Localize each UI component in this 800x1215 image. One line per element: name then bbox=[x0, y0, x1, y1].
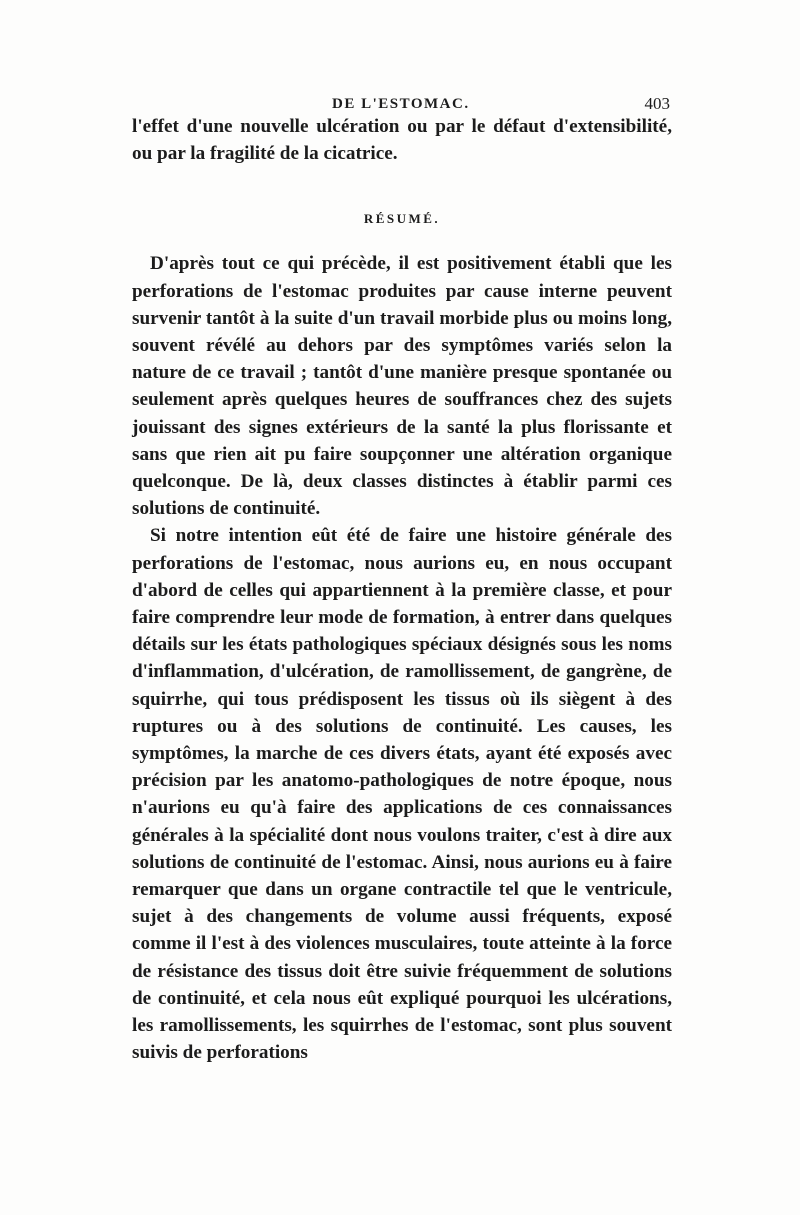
summary-paragraph-1: D'après tout ce qui précède, il est positivement établi que les perforations de l'estomac produites par cause interne peuvent survenir tantôt à la suite d'un travail morbide plus ou moins long, souvent révélé au dehors par des symptômes variés selon la nature de ce travail ; tantôt d'une manière presque spontanée ou seulement après quelques heures de souffrances chez des sujets jouissant des signes extérieurs de la santé la plus florissante et sans que rien ait pu faire soupçonner une altération organique quelconque. De là, deux classes distinctes à établir parmi ces solutions de continuité. bbox=[132, 253, 672, 520]
section-heading: RÉSUMÉ. bbox=[363, 211, 441, 227]
body-text bbox=[132, 113, 672, 1067]
summary-paragraph-2: Si notre intention eût été de faire une histoire générale des perforations de l'estomac, nous aurions eu, en nous occupant d'abord de celles qui appartiennent à la première classe, et pour faire comprendre leur mode de formation, à entrer dans quelques détails sur les états pathologiques spéciaux désignés sous les noms d'inflammation, d'ulcération, de ramollissement, de gangrène, de squirrhe, qui tous prédisposent les tissus où ils siègent à des ruptures ou à des solutions de continuité. Les causes, les symptômes, la marche de ces divers états, ayant été exposés avec précision par les anatomo-pathologiques de notre époque, nous n'aurions eu qu'à faire des applications de ces connaissances générales à la spécialité dont nous voulons traiter, c'est à dire aux solutions de continuité de l'estomac. Ainsi, nous aurions eu à faire remarquer que dans un organe contractile tel que le ventricule, sujet à des changements de volume aussi fréquents, exposé comme il l'est à des violences musculaires, toute atteinte à la force de résistance des tissus doit être suivie fréquemment de solutions de continuité, et cela nous eût expliqué pourquoi les ulcérations, les ramollissements, les squirrhes de l'estomac, sont plus souvent suivis de perforations bbox=[132, 525, 672, 1064]
continuation-paragraph: l'effet d'une nouvelle ulcération ou par le défaut d'extensibilité, ou par la fragilité de la cicatrice. bbox=[132, 116, 672, 165]
running-title: DE L'ESTOMAC. bbox=[332, 96, 470, 112]
page-number: 403 bbox=[644, 94, 670, 113]
